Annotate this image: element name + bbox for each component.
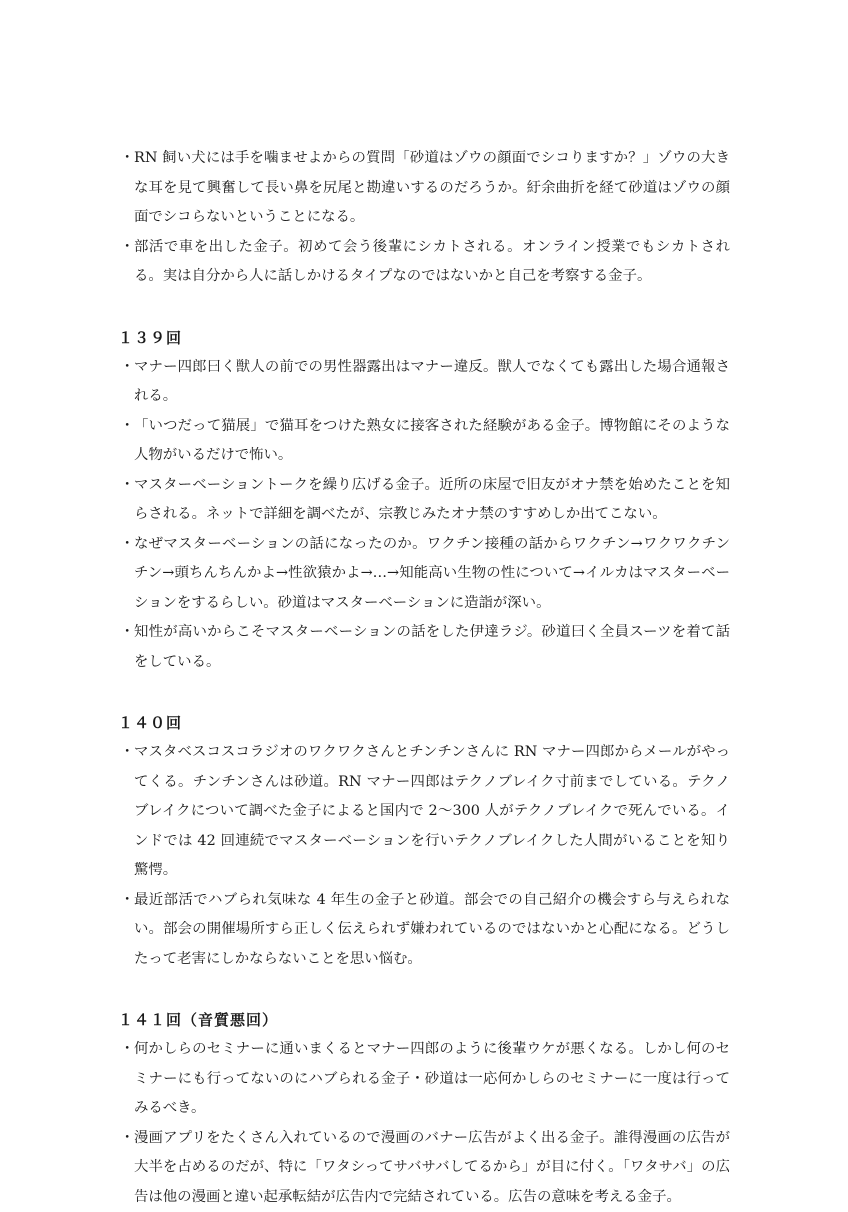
section-3: [118, 1005, 730, 1212]
list-item: [118, 233, 730, 292]
section-0: [118, 144, 730, 292]
list-item: [118, 353, 730, 412]
list-item-text: 何かしらのセミナーに通いまくるとマナー四郎のように後輩ウケが悪くなる。しかし何のセミナーにも行ってないのにハブられる金子・砂道は一応何かしらのセミナーに一度は行ってみるべき。: [134, 1035, 730, 1124]
bullet-list: [118, 738, 730, 974]
bullet-list: [118, 144, 730, 292]
bullet-mark: ・: [120, 738, 132, 768]
list-item: [118, 471, 730, 530]
list-item: [118, 738, 730, 886]
section-heading: １３９回: [118, 323, 730, 353]
bullet-mark: ・: [120, 886, 132, 916]
bullet-mark: ・: [120, 233, 132, 263]
list-item: [118, 618, 730, 677]
document-page: [118, 144, 730, 1212]
bullet-mark: ・: [120, 412, 132, 442]
bullet-mark: ・: [120, 1035, 132, 1065]
list-item-text: 最近部活でハブられ気味な 4 年生の金子と砂道。部会での自己紹介の機会すら与えられない。部会の開催場所すら正しく伝えられず嫌われているのではないかと心配になる。どうしたって老害にしかならないことを思い悩む。: [134, 886, 730, 975]
list-item-text: RN 飼い犬には手を噛ませよからの質問「砂道はゾウの顔面でシコりますか？」ゾウの大きな耳を見て興奮して長い鼻を尻尾と勘違いするのだろうか。紆余曲折を経て砂道はゾウの顔面でシコらないということになる。: [134, 144, 730, 233]
list-item-text: 部活で車を出した金子。初めて会う後輩にシカトされる。オンライン授業でもシカトされる。実は自分から人に話しかけるタイプなのではないかと自己を考察する金子。: [134, 233, 730, 292]
section-heading: １４１回（音質悪回）: [118, 1005, 730, 1035]
list-item: [118, 886, 730, 975]
list-item-text: なぜマスターベーションの話になったのか。ワクチン接種の話からワクチン→ワクワクチンチン→頭ちんちんかよ→性欲猿かよ→…→知能高い生物の性について→イルカはマスターベーションをするらしい。砂道はマスターベーションに造詣が深い。: [134, 530, 730, 619]
bullet-mark: ・: [120, 144, 132, 174]
bullet-mark: ・: [120, 353, 132, 383]
section-2: [118, 708, 730, 974]
list-item: [118, 144, 730, 233]
bullet-list: [118, 353, 730, 678]
list-item: [118, 412, 730, 471]
section-heading: １４０回: [118, 708, 730, 738]
bullet-mark: ・: [120, 618, 132, 648]
list-item: [118, 1124, 730, 1212]
list-item-text: マスタベスコスコラジオのワクワクさんとチンチンさんに RN マナー四郎からメールがやってくる。チンチンさんは砂道。RN マナー四郎はテクノブレイク寸前までしている。テクノブレイクについて調べた金子によると国内で 2〜300 人がテクノブレイクで死んでいる。インドでは 42 回連続でマスターベーションを行いテクノブレイクした人間がいることを知り驚愕。: [134, 738, 730, 886]
list-item-text: 漫画アプリをたくさん入れているので漫画のバナー広告がよく出る金子。誰得漫画の広告が大半を占めるのだが、特に「ワタシってサバサバしてるから」が目に付く。「ワタサバ」の広告は他の漫画と違い起承転結が広告内で完結されている。広告の意味を考える金子。: [134, 1124, 730, 1212]
bullet-mark: ・: [120, 471, 132, 501]
section-1: [118, 323, 730, 678]
bullet-mark: ・: [120, 530, 132, 560]
list-item: [118, 1035, 730, 1124]
list-item-text: 知性が高いからこそマスターベーションの話をした伊達ラジ。砂道曰く全員スーツを着て話をしている。: [134, 618, 730, 677]
list-item-text: マナー四郎曰く獣人の前での男性器露出はマナー違反。獣人でなくても露出した場合通報される。: [134, 353, 730, 412]
bullet-list: [118, 1035, 730, 1212]
list-item-text: マスターベーショントークを繰り広げる金子。近所の床屋で旧友がオナ禁を始めたことを知らされる。ネットで詳細を調べたが、宗教じみたオナ禁のすすめしか出てこない。: [134, 471, 730, 530]
list-item-text: 「いつだって猫展」で猫耳をつけた熟女に接客された経験がある金子。博物館にそのような人物がいるだけで怖い。: [134, 412, 730, 471]
list-item: [118, 530, 730, 619]
bullet-mark: ・: [120, 1124, 132, 1154]
